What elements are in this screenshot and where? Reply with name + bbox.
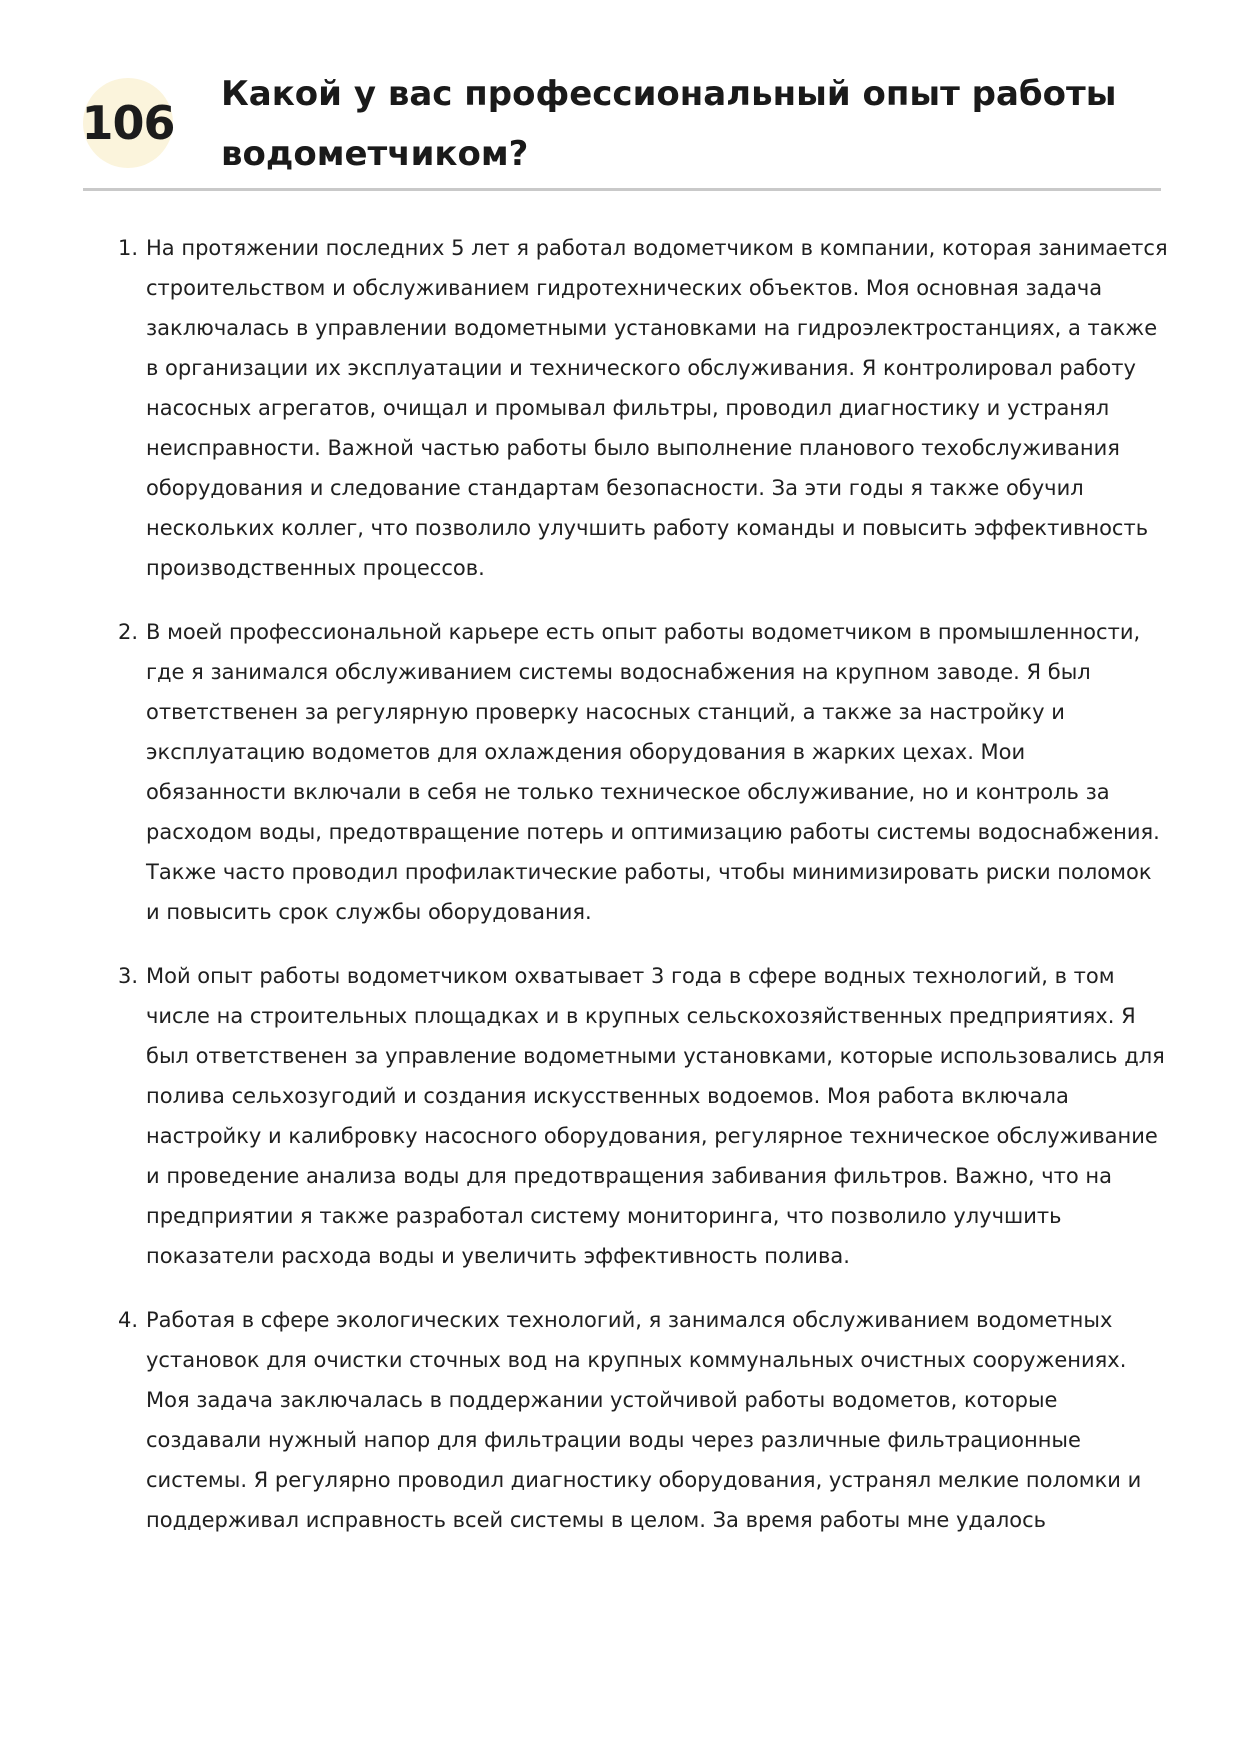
question-header xyxy=(83,52,1161,191)
answer-list xyxy=(118,228,1168,1564)
answer-text: В моей профессиональной карьере есть опыт работы водометчиком в промышленности, где я занимался обслуживанием системы водоснабжения на крупном заводе. Я был ответственен за регулярную проверку насосных станций, а также за настройку и эксплуатацию водометов для охлаждения оборудования в жарких цехах. Мои обязанности включали в себя не только техническое обслуживание, но и контроль за расходом воды, предотвращение потерь и оптимизацию работы системы водоснабжения. Также часто проводил профилактические работы, чтобы минимизировать риски поломок и повысить срок службы оборудования. xyxy=(146,620,1160,924)
answer-text: Работая в сфере экологических технологий, я занимался обслуживанием водометных установок для очистки сточных вод на крупных коммунальных очистных сооружениях. Моя задача заключалась в поддержании устойчивой работы водометов, которые создавали нужный напор для фильтрации воды через различные фильтрационные системы. Я регулярно проводил диагностику оборудования, устранял мелкие поломки и поддерживал исправность всей системы в целом. За время работы мне удалось xyxy=(146,1308,1142,1532)
answer-item xyxy=(118,1300,1168,1540)
answer-item xyxy=(118,228,1168,588)
answer-text: На протяжении последних 5 лет я работал водометчиком в компании, которая занимается строительством и обслуживанием гидротехнических объектов. Моя основная задача заключалась в управлении водометными установками на гидроэлектростанциях, а также в организации их эксплуатации и технического обслуживания. Я контролировал работу насосных агрегатов, очищал и промывал фильтры, проводил диагностику и устранял неисправности. Важной частью работы было выполнение планового техобслуживания оборудования и следование стандартам безопасности. За эти годы я также обучил нескольких коллег, что позволило улучшить работу команды и повысить эффективность производственных процессов. xyxy=(146,236,1168,580)
answer-item xyxy=(118,612,1168,932)
question-title: Какой у вас профессиональный опыт работы водометчиком? xyxy=(221,74,1117,174)
answer-item xyxy=(118,956,1168,1276)
answer-number: 4. xyxy=(118,1308,139,1332)
question-number: 106 xyxy=(81,96,175,150)
answer-number: 1. xyxy=(118,236,139,260)
answer-number: 3. xyxy=(118,964,139,988)
answer-number: 2. xyxy=(118,620,139,644)
question-number-badge xyxy=(83,78,173,168)
answer-text: Мой опыт работы водометчиком охватывает 3 года в сфере водных технологий, в том числе на строительных площадках и в крупных сельскохозяйственных предприятиях. Я был ответственен за управление водометными установками, которые использовались для полива сельхозугодий и создания искусственных водоемов. Моя работа включала настройку и калибровку насосного оборудования, регулярное техническое обслуживание и проведение анализа воды для предотвращения забивания фильтров. Важно, что на предприятии я также разработал систему мониторинга, что позволило улучшить показатели расхода воды и увеличить эффективность полива. xyxy=(146,964,1165,1268)
